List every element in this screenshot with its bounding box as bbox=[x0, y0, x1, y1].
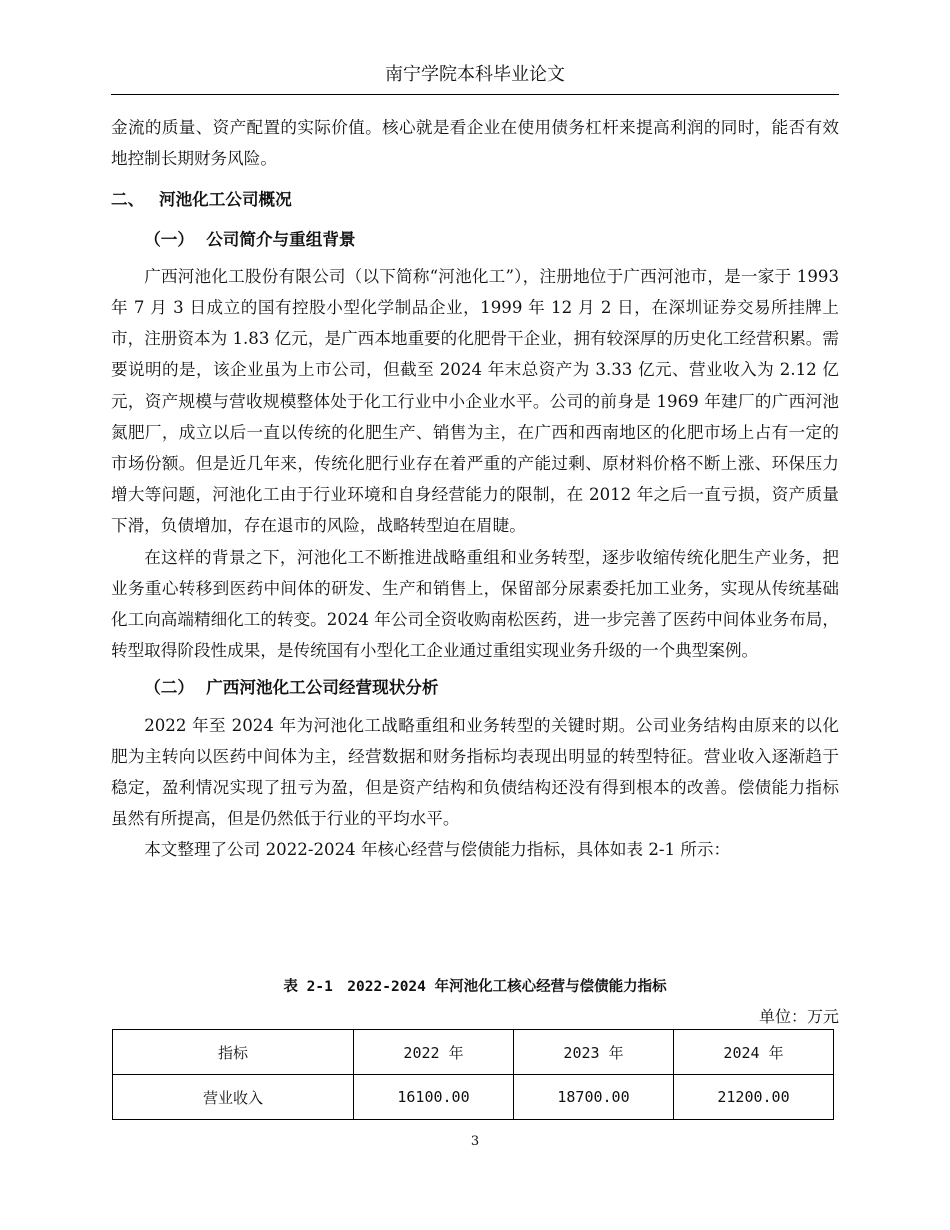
header-cell-2022: 2022 年 bbox=[354, 1030, 514, 1075]
table-cell: 16100.00 bbox=[354, 1075, 514, 1120]
section-title: 河池化工公司概况 bbox=[159, 189, 292, 210]
table-unit: 单位：万元 bbox=[758, 1007, 839, 1026]
paragraph-operations: 2022 年至 2024 年为河池化工战略重组和业务转型的关键时期。公司业务结构由原来的以化肥为主转向以医药中间体为主，经营数据和财务指标均表现出明显的转型特征。营业收入逐渐趋于稳定，盈利情况实现了扭亏为盈，但是资产结构和负债结构还没有得到根本的改善。偿债能力指标虽然有所提高，但是仍然低于行业的平均水平。 bbox=[111, 715, 839, 829]
intro-paragraph: 金流的质量、资产配置的实际价值。核心就是看企业在使用债务杠杆来提高利润的同时，能否有效地控制长期财务风险。 bbox=[111, 118, 839, 169]
subsection-heading-2 bbox=[111, 672, 839, 703]
section-number: 二、 bbox=[111, 189, 145, 210]
paragraph-table-intro: 本文整理了公司 2022-2024 年核心经营与偿债能力指标，具体如表 2-1 所示： bbox=[144, 840, 731, 860]
header-cell-2024: 2024 年 bbox=[674, 1030, 834, 1075]
paragraph-restructuring: 在这样的背景之下，河池化工不断推进战略重组和业务转型，逐步收缩传统化肥生产业务，把业务重心转移到医药中间体的研发、生产和销售上，保留部分尿素委托加工业务，实现从传统基础化工向高端精细化工的转变。2024 年公司全资收购南松医药，进一步完善了医药中间体业务布局，转型取得阶段性成果，是传统国有小型化工企业通过重组实现业务升级的一个典型案例。 bbox=[111, 547, 839, 661]
subsection-number-2: （二） bbox=[144, 677, 194, 698]
page-header: 南宁学院本科毕业论文 bbox=[385, 64, 565, 85]
table-cell: 营业收入 bbox=[113, 1075, 354, 1120]
header-cell-indicator: 指标 bbox=[113, 1030, 354, 1075]
header-rule bbox=[111, 94, 839, 95]
table-cell: 18700.00 bbox=[514, 1075, 674, 1120]
subsection-number-1: （一） bbox=[144, 228, 194, 249]
table-header-row bbox=[113, 1030, 834, 1075]
table-caption: 表 2-1 2022-2024 年河池化工核心经营与偿债能力指标 bbox=[283, 979, 667, 995]
table-row bbox=[113, 1075, 834, 1120]
header-cell-2023: 2023 年 bbox=[514, 1030, 674, 1075]
body-text bbox=[111, 112, 839, 866]
subsection-title-2: 广西河池化工公司经营现状分析 bbox=[206, 677, 439, 698]
paragraph-company-intro: 广西河池化工股份有限公司（以下简称“河池化工”），注册地位于广西河池市，是一家于 1993 年 7 月 3 日成立的国有控股小型化学制品企业，1999 年 12 月 2 日，在深圳证券交易所挂牌上市，注册资本为 1.83 亿元，是广西本地重要的化肥骨干企业，拥有较深厚的历史化工经营积累。需要说明的是，该企业虽为上市公司，但截至 2024 年末总资产为 3.33 亿元、营业收入为 2.12 亿元，资产规模与营收规模整体处于化工行业中小企业水平。公司的前身是 1969 年建厂的广西河池氮肥厂，成立以后一直以传统的化肥生产、销售为主，在广西和西南地区的化肥市场上占有一定的市场份额。但是近几年来，传统化肥行业存在着严重的产能过剩、原材料价格不断上涨、环保压力增大等问题，河池化工由于行业环境和自身经营能力的限制，在 2012 年之后一直亏损，资产质量下滑，负债增加，存在退市的风险，战略转型迫在眉睫。 bbox=[111, 266, 839, 536]
indicator-table bbox=[112, 1029, 834, 1120]
page-number: 3 bbox=[470, 1134, 480, 1149]
subsection-heading-1 bbox=[111, 224, 839, 255]
section-heading bbox=[111, 184, 839, 215]
subsection-title-1: 公司简介与重组背景 bbox=[206, 228, 356, 249]
table-cell: 21200.00 bbox=[674, 1075, 834, 1120]
